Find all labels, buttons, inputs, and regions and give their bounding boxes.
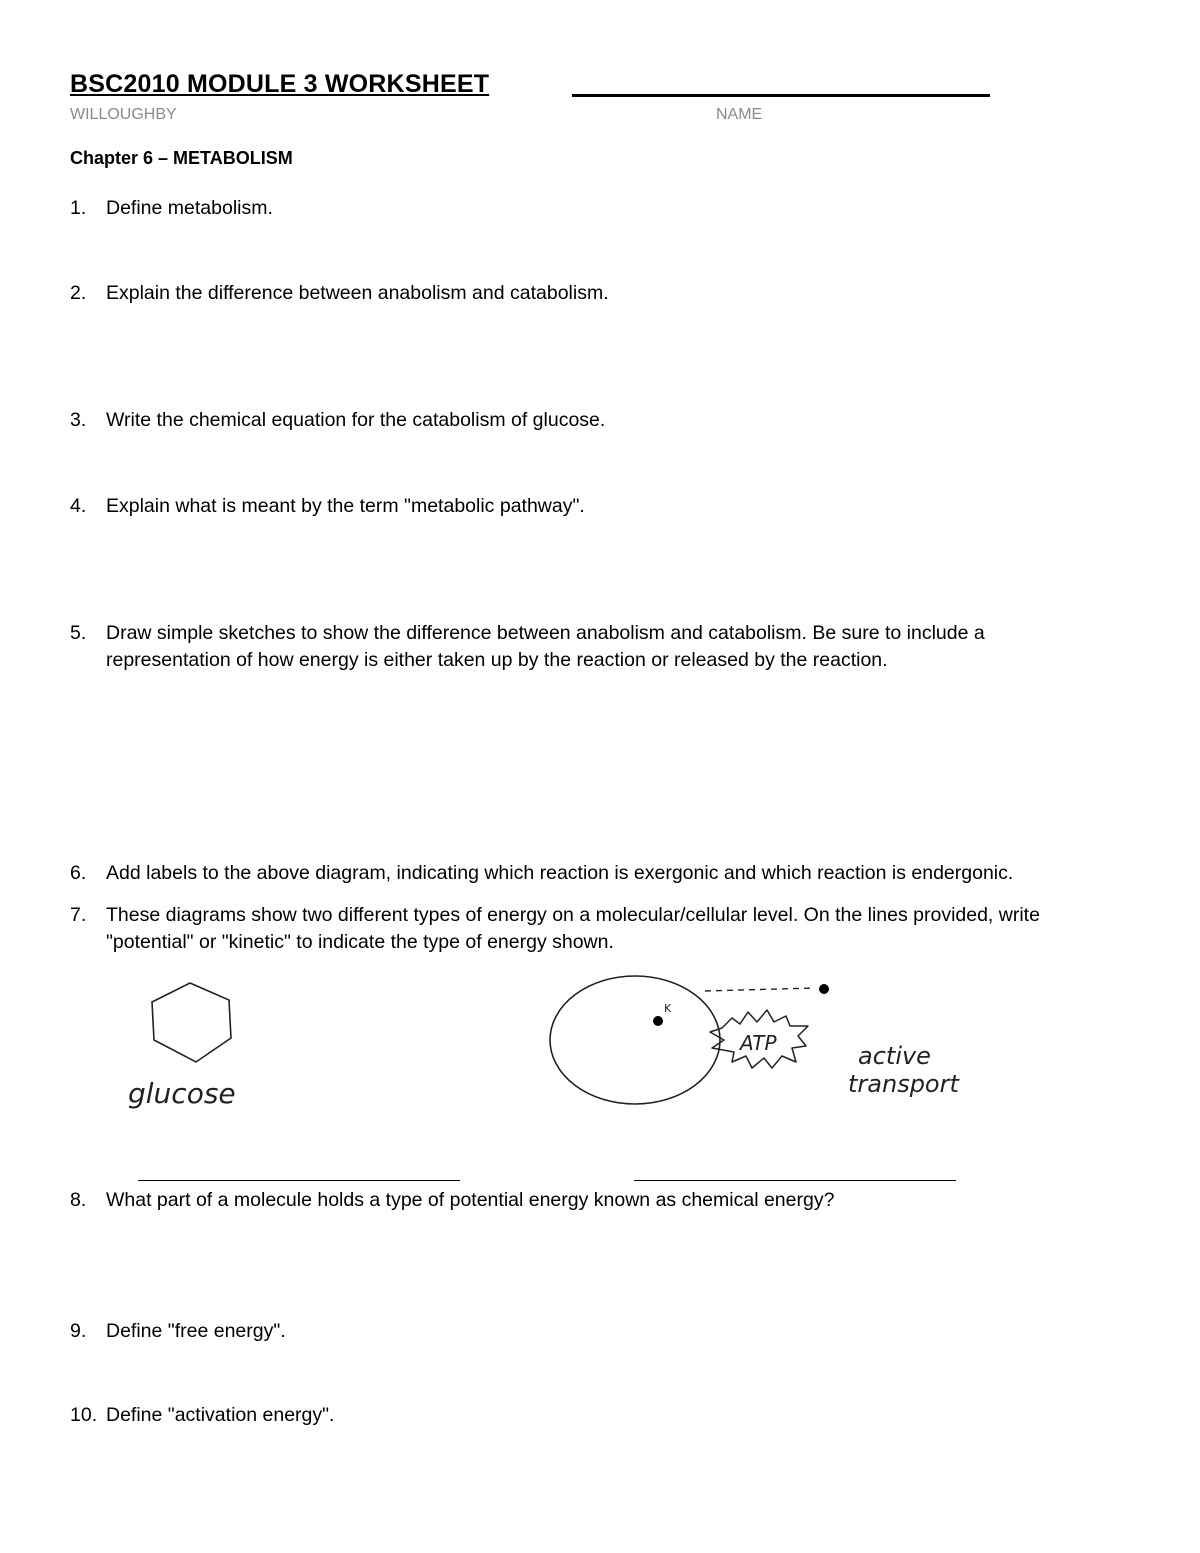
question-number: 6.	[70, 862, 87, 884]
name-blank-line	[572, 94, 990, 97]
question-text: Define "activation energy".	[106, 1404, 335, 1426]
chapter-heading: Chapter 6 – METABOLISM	[70, 148, 293, 168]
energy-sketches	[0, 960, 1200, 1160]
answer-line-glucose[interactable]	[138, 1180, 460, 1181]
transport-path	[705, 988, 815, 991]
question-number: 8.	[70, 1189, 87, 1211]
question-number: 10.	[70, 1404, 98, 1426]
question-number: 9.	[70, 1320, 87, 1342]
answer-line-active-transport[interactable]	[634, 1180, 956, 1181]
question-text: Explain what is meant by the term "metabolic pathway".	[106, 495, 585, 517]
instructor-name: WILLOUGHBY	[70, 106, 177, 123]
glucose-hexagon-sketch	[152, 983, 231, 1062]
name-label: NAME	[716, 106, 763, 123]
transport-label: transport	[848, 1070, 959, 1098]
question-number: 2.	[70, 282, 87, 304]
ion-k-label: K	[664, 1002, 672, 1015]
question-text: Add labels to the above diagram, indicating which reaction is exergonic and which reaction is endergonic.	[106, 862, 1014, 884]
question-text: Explain the difference between anabolism and catabolism.	[106, 282, 609, 304]
question-text: These diagrams show two different types of energy on a molecular/cellular level. On the lines provided, write "potential" or "kinetic" to indicate the type of energy shown.	[106, 904, 1040, 953]
question-number: 7.	[70, 904, 87, 926]
ion-dot-inside	[653, 1016, 663, 1026]
question-text: Draw simple sketches to show the difference between anabolism and catabolism. Be sure to include a representation of how energy is either taken up by the reaction or released by the reaction.	[106, 622, 985, 671]
question-text: Define "free energy".	[106, 1320, 286, 1342]
question-number: 4.	[70, 495, 87, 517]
question-number: 3.	[70, 409, 87, 431]
glucose-label: glucose	[128, 1077, 236, 1110]
ion-dot-outside	[819, 984, 829, 994]
question-number: 1.	[70, 197, 87, 219]
question-text: Write the chemical equation for the catabolism of glucose.	[106, 409, 606, 431]
atp-label: ATP	[740, 1031, 777, 1055]
worksheet-title: BSC2010 MODULE 3 WORKSHEET	[70, 70, 490, 98]
question-text: What part of a molecule holds a type of potential energy known as chemical energy?	[106, 1189, 835, 1211]
question-number: 5.	[70, 622, 87, 644]
question-text: Define metabolism.	[106, 197, 273, 219]
active-label: active	[858, 1042, 931, 1070]
cell-membrane-sketch	[550, 976, 720, 1104]
